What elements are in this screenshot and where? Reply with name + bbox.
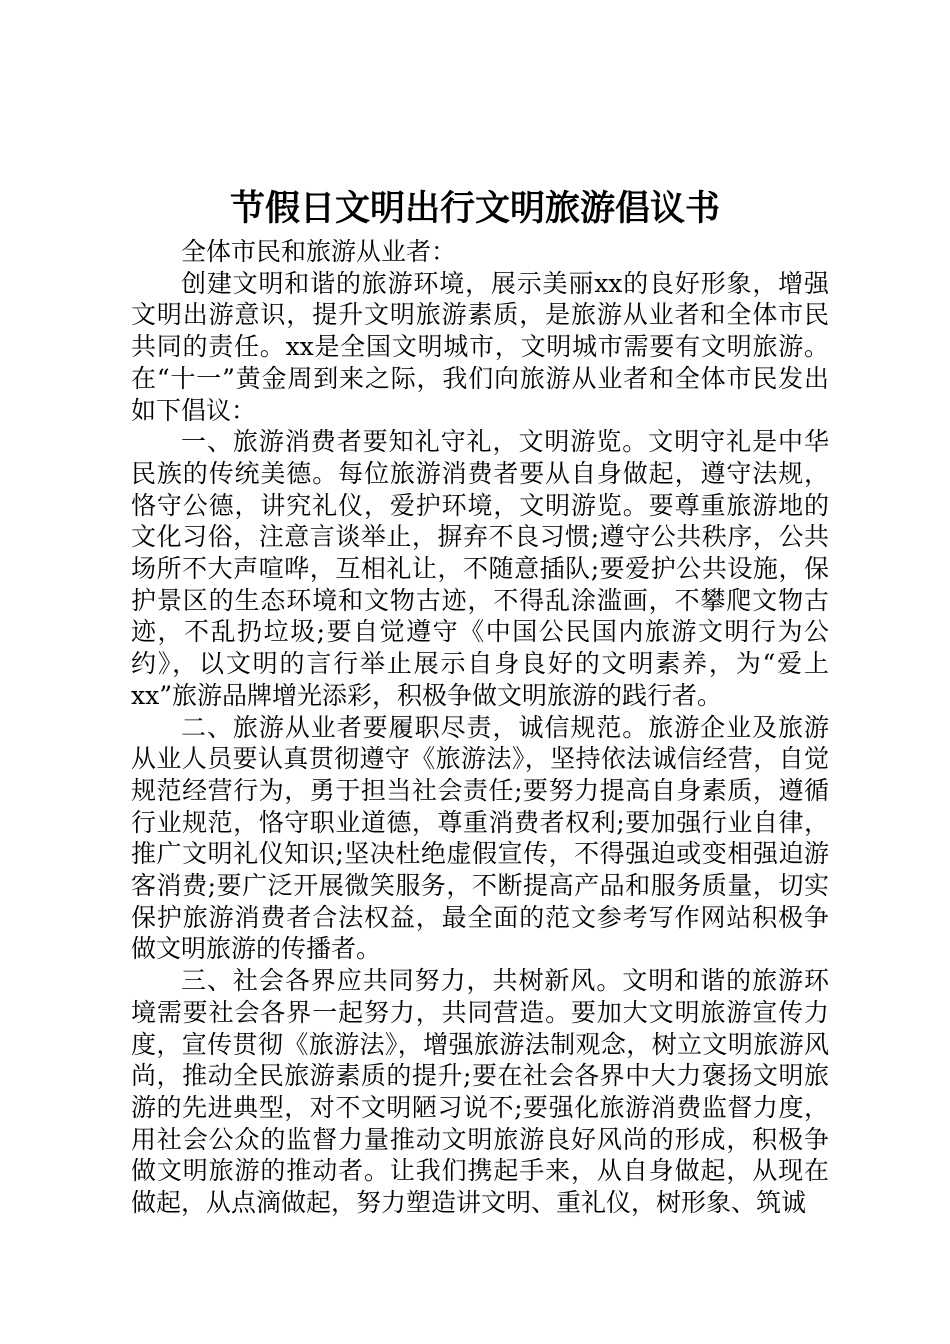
paragraph-practitioners: 二、旅游从业者要履职尽责，诚信规范。旅游企业及旅游从业人员要认真贯彻遵守《旅游法》，坚持依法诚信经营，自觉规范经营行为，勇于担当社会责任;要努力提高自身素质，遵循行业规范，恪守职业道德，尊重消费者权利;要加强行业自律，推广文明礼仪知识;坚决杜绝虚假宣传，不得强迫或变相强迫游客消费;要广泛开展微笑服务，不断提高产品和服务质量，切实保护旅游消费者合法权益，最全面的范文参考写作网站积极争做文明旅游的传播者。 xyxy=(131,712,829,964)
salutation: 全体市民和旅游从业者： xyxy=(181,237,457,266)
paragraph-intro: 创建文明和谐的旅游环境，展示美丽xx的良好形象，增强文明出游意识，提升文明旅游素质，是旅游从业者和全体市民共同的责任。xx是全国文明城市，文明城市需要有文明旅游。在“十一”黄金周到来之际，我们向旅游从业者和全体市民发出如下倡议： xyxy=(131,268,829,425)
paragraph-society: 三、社会各界应共同努力，共树新风。文明和谐的旅游环境需要社会各界一起努力，共同营造。要加大文明旅游宣传力度，宣传贯彻《旅游法》，增强旅游法制观念，树立文明旅游风尚，推动全民旅游素质的提升;要在社会各界中大力褒扬文明旅游的先进典型，对不文明陋习说不;要强化旅游消费监督力度，用社会公众的监督力量推动文明旅游良好风尚的形成，积极争做文明旅游的推动者。让我们携起手来，从自身做起，从现在做起，从点滴做起，努力塑造讲文明、重礼仪，树形象、筑诚 xyxy=(131,966,829,1218)
paragraph-tourists: 一、旅游消费者要知礼守礼，文明游览。文明守礼是中华民族的传统美德。每位旅游消费者要从自身做起，遵守法规，恪守公德，讲究礼仪，爱护环境，文明游览。要尊重旅游地的文化习俗，注意言谈举止，摒弃不良习惯;遵守公共秩序，公共场所不大声喧哗，互相礼让，不随意插队;要爱护公共设施，保护景区的生态环境和文物古迹，不得乱涂滥画，不攀爬文物古迹，不乱扔垃圾;要自觉遵守《中国公民国内旅游文明行为公约》，以文明的言行举止展示自身良好的文明素养，为“爱上xx”旅游品牌增光添彩，积极争做文明旅游的践行者。 xyxy=(131,427,829,710)
document-title: 节假日文明出行文明旅游倡议书 xyxy=(229,188,720,229)
document-body xyxy=(131,236,829,1219)
